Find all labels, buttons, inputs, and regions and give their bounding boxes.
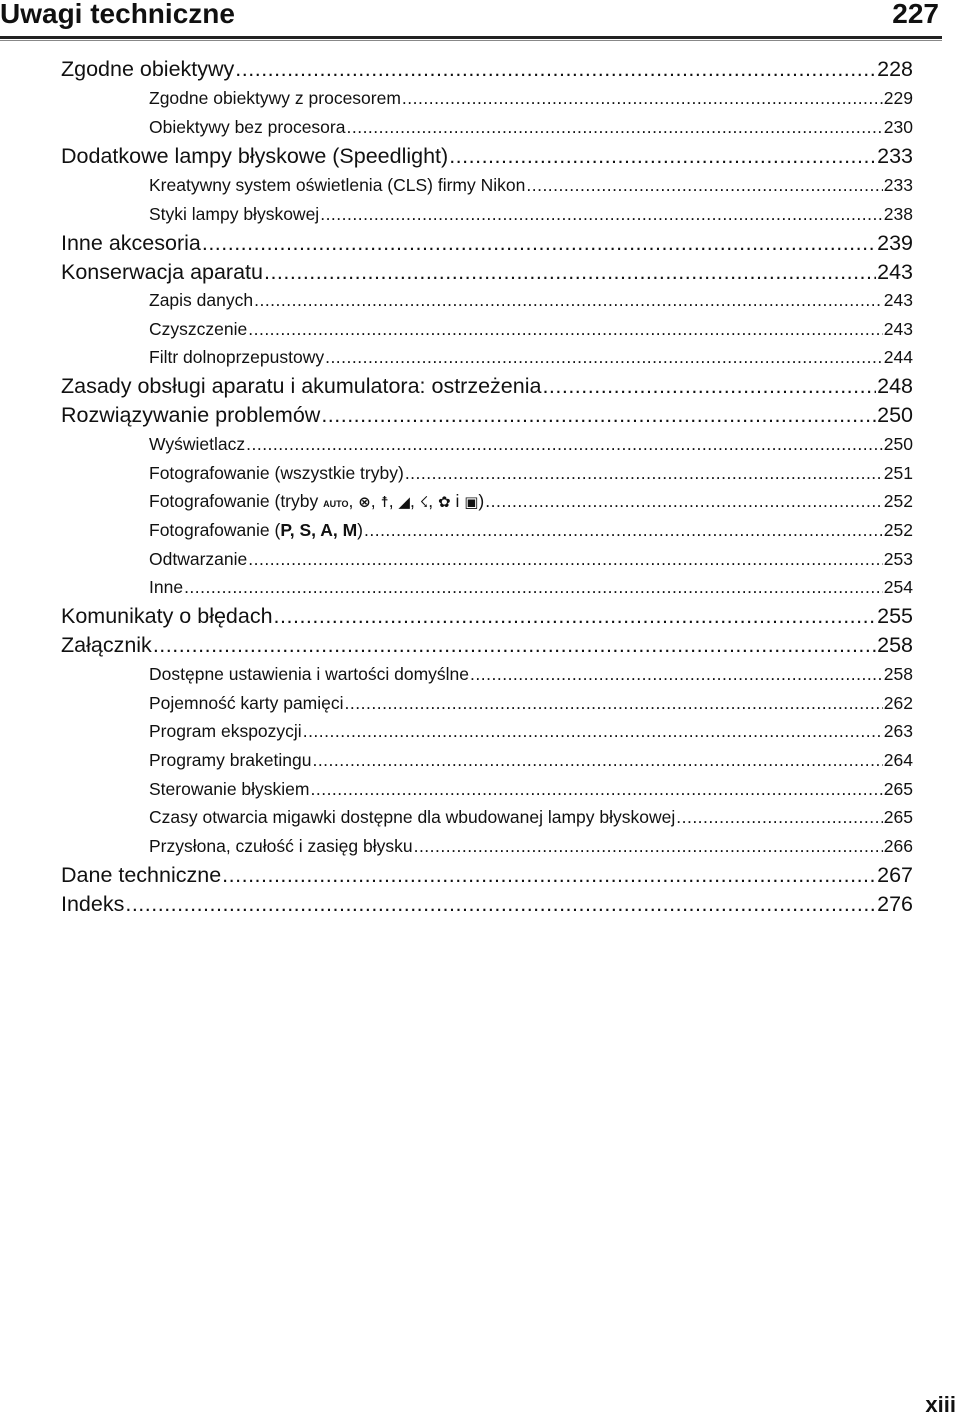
toc-entry-title: Kreatywny system oświetlenia (CLS) firmy Nikon <box>149 175 526 195</box>
toc-entry-title: Czyszczenie <box>149 319 248 339</box>
toc-entry-title: Zasady obsługi aparatu i akumulatora: ostrzeżenia <box>61 374 542 398</box>
toc-subentry[interactable] <box>149 832 913 861</box>
toc-subentry[interactable] <box>149 286 913 315</box>
toc-entry-title: Sterowanie błyskiem <box>149 779 310 799</box>
toc-entry-page: 254 <box>883 577 913 597</box>
toc-leader-dots <box>264 258 876 287</box>
toc-entry-page: 250 <box>883 434 913 454</box>
toc-subentry[interactable] <box>149 430 913 459</box>
toc-subentry[interactable] <box>149 459 913 488</box>
toc-subentry[interactable] <box>149 573 913 602</box>
toc-entry-title: Dodatkowe lampy błyskowe (Speedlight) <box>61 144 449 168</box>
toc-entry-title: Styki lampy błyskowej <box>149 204 320 224</box>
toc-entry-title-mid: i <box>450 491 465 511</box>
toc-leader-dots <box>345 689 883 718</box>
toc-entry-title <box>149 516 363 545</box>
toc-entry-title: Pojemność karty pamięci <box>149 693 344 713</box>
toc-entry-title: Program ekspozycji <box>149 721 302 741</box>
toc-entry-title: Obiektywy bez procesora <box>149 117 346 137</box>
toc-leader-dots <box>184 573 883 602</box>
toc-subentry[interactable] <box>149 200 913 229</box>
toc-entry-page: 229 <box>883 88 913 108</box>
toc-entry-page: 264 <box>883 750 913 770</box>
toc-leader-dots <box>676 803 883 832</box>
toc-leader-dots <box>202 229 876 258</box>
toc-subentry[interactable] <box>149 746 913 775</box>
night-portrait-mode-icon: ▣ <box>464 494 479 511</box>
toc-entry-title: Inne <box>149 577 184 597</box>
toc-entry[interactable] <box>61 602 913 631</box>
toc-entry-page: 244 <box>883 347 913 367</box>
toc-leader-dots <box>402 84 883 113</box>
toc-entry-page: 252 <box>883 491 913 511</box>
toc-subentry[interactable] <box>149 315 913 344</box>
child-mode-icon: ☇ <box>419 494 429 511</box>
toc-leader-dots <box>303 717 883 746</box>
toc-entry-title: Załącznik <box>61 633 152 657</box>
toc-leader-dots <box>470 660 883 689</box>
toc-entry-page: 266 <box>883 836 913 856</box>
toc-entry-page: 252 <box>883 520 913 540</box>
toc-entry-title: Zapis danych <box>149 290 254 310</box>
chapter-header <box>0 0 942 32</box>
toc-entry-title: Indeks <box>61 892 125 916</box>
toc-subentry[interactable] <box>149 545 913 574</box>
toc-entry-title: Filtr dolnoprzepustowy <box>149 347 325 367</box>
toc-entry-page: 258 <box>883 664 913 684</box>
toc-leader-dots <box>235 55 876 84</box>
toc-leader-dots <box>248 545 883 574</box>
toc-entry-page: 243 <box>883 290 913 310</box>
toc-entry-title: Odtwarzanie <box>149 549 248 569</box>
toc-leader-dots <box>274 602 877 631</box>
toc-entry-title-prefix: Fotografowanie ( <box>149 520 281 540</box>
toc-subentry[interactable] <box>149 717 913 746</box>
toc-entry-page: 258 <box>877 633 913 657</box>
toc-entry-page: 250 <box>877 403 913 427</box>
toc-entry-title: Programy braketingu <box>149 750 312 770</box>
toc-entry-page: 238 <box>883 204 913 224</box>
toc-subentry[interactable] <box>149 171 913 200</box>
toc-leader-dots <box>346 113 882 142</box>
header-divider <box>0 36 942 39</box>
toc-entry-page: 255 <box>877 604 913 628</box>
toc-entry-title: Konserwacja aparatu <box>61 260 263 284</box>
toc-entry-page: 253 <box>883 549 913 569</box>
toc-entry-title: Fotografowanie (tryby AUTO, ⊗, ☨, ◢, ☇, ✿ i ▣) <box>149 487 484 516</box>
toc-entry-page: 243 <box>883 319 913 339</box>
toc-entry-title: Dane techniczne <box>61 863 222 887</box>
toc-entry[interactable] <box>61 258 913 287</box>
toc-leader-dots <box>246 430 883 459</box>
toc-subentry[interactable] <box>149 113 913 142</box>
toc-entry-page: 243 <box>877 260 913 284</box>
toc-leader-dots <box>414 832 883 861</box>
toc-entry-page: 251 <box>883 463 913 483</box>
toc-leader-dots <box>526 171 882 200</box>
toc-subentry[interactable] <box>149 660 913 689</box>
toc-entry[interactable] <box>61 372 913 401</box>
toc-subentry[interactable] <box>149 689 913 718</box>
toc-entry-page: 239 <box>877 231 913 255</box>
footer-page-number: xiii <box>925 1392 956 1417</box>
toc-subentry[interactable] <box>149 775 913 804</box>
header-divider-thin <box>0 40 942 41</box>
portrait-mode-icon: ☨ <box>380 494 389 511</box>
toc-subentry[interactable] <box>149 487 913 516</box>
toc-leader-dots <box>222 861 876 890</box>
chapter-title: Uwagi techniczne <box>0 0 235 29</box>
toc-entry-page: 233 <box>883 175 913 195</box>
toc-entry[interactable] <box>61 229 913 258</box>
toc-entry-page: 262 <box>883 693 913 713</box>
toc-subentry[interactable] <box>149 803 913 832</box>
toc-leader-dots <box>153 631 876 660</box>
toc-leader-dots <box>254 286 883 315</box>
toc-entry-title: Wyświetlacz <box>149 434 246 454</box>
toc-entry-page: 228 <box>877 57 913 81</box>
toc-entry[interactable] <box>61 142 913 171</box>
toc-entry-page: 263 <box>883 721 913 741</box>
toc-entry-title: Inne akcesoria <box>61 231 201 255</box>
toc-entry-title-prefix: Fotografowanie (tryby <box>149 491 324 511</box>
toc-entry-title-suffix: ) <box>357 520 363 540</box>
toc-entry-page: 248 <box>877 374 913 398</box>
toc-leader-dots <box>542 372 876 401</box>
toc-entry-title: Komunikaty o błędach <box>61 604 273 628</box>
exposure-modes-label: P, S, A, M <box>280 520 358 540</box>
toc-leader-dots <box>310 775 882 804</box>
toc-leader-dots <box>325 343 883 372</box>
toc-leader-dots <box>320 200 883 229</box>
toc-entry-title: Zgodne obiektywy z procesorem <box>149 88 401 108</box>
toc-subentry[interactable] <box>149 343 913 372</box>
auto-mode-icon: AUTO <box>323 499 349 509</box>
toc-entry-title: Dostępne ustawienia i wartości domyślne <box>149 664 470 684</box>
toc-entry[interactable] <box>61 631 913 660</box>
toc-leader-dots <box>485 487 883 516</box>
toc-subentry[interactable] <box>149 516 913 545</box>
toc-leader-dots <box>405 459 883 488</box>
toc-entry[interactable] <box>61 55 913 84</box>
toc-entry-page: 230 <box>883 117 913 137</box>
toc-entry-title: Przysłona, czułość i zasięg błysku <box>149 836 413 856</box>
toc-leader-dots <box>248 315 883 344</box>
toc-entry[interactable] <box>61 861 913 890</box>
toc-entry-title: Zgodne obiektywy <box>61 57 235 81</box>
toc-entry-page: 267 <box>877 863 913 887</box>
toc-entry-title: Rozwiązywanie problemów <box>61 403 321 427</box>
toc-entry-page: 265 <box>883 807 913 827</box>
toc-entry-page: 276 <box>877 892 913 916</box>
chapter-page-number: 227 <box>892 0 939 29</box>
toc-entry[interactable] <box>61 890 913 919</box>
toc-leader-dots <box>449 142 876 171</box>
toc-entry-title-suffix: ) <box>478 491 485 511</box>
toc-leader-dots <box>125 890 876 919</box>
toc-leader-dots <box>312 746 882 775</box>
toc-subentry[interactable] <box>149 84 913 113</box>
close-up-mode-icon: ✿ <box>438 494 451 511</box>
toc-entry[interactable] <box>61 401 913 430</box>
toc-leader-dots <box>364 516 883 545</box>
toc-entry-title: Fotografowanie (wszystkie tryby) <box>149 463 404 483</box>
landscape-mode-icon: ◢ <box>398 494 410 511</box>
toc-entry-page: 233 <box>877 144 913 168</box>
toc-entry-page: 265 <box>883 779 913 799</box>
toc-entry-title: Czasy otwarcia migawki dostępne dla wbudowanej lampy błyskowej <box>149 807 676 827</box>
flash-off-mode-icon: ⊗ <box>358 494 371 511</box>
toc-leader-dots <box>321 401 876 430</box>
